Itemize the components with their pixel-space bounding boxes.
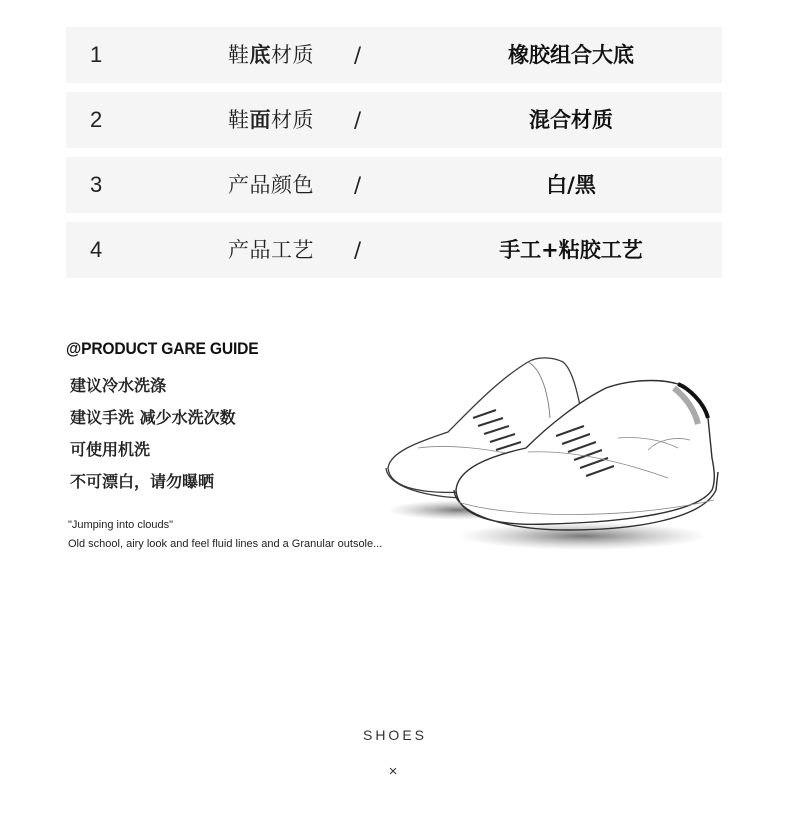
- product-tagline: Old school, airy look and feel fluid lines and a Granular outsole...: [68, 538, 383, 550]
- spec-value: 混合材质: [529, 108, 613, 132]
- separator: /: [354, 173, 362, 197]
- shoe-shadow: [458, 522, 708, 550]
- spec-label: 鞋底材质: [228, 43, 314, 67]
- care-guide-title: @PRODUCT GARE GUIDE: [66, 339, 259, 358]
- spec-value: 手工+粘胶工艺: [499, 238, 643, 262]
- spec-value: 橡胶组合大底: [508, 43, 634, 67]
- spec-table: [66, 27, 722, 287]
- spec-label: 产品工艺: [228, 238, 314, 262]
- row-number: 2: [90, 107, 103, 132]
- separator: /: [354, 43, 362, 67]
- row-number: 1: [90, 42, 103, 67]
- row-number: 4: [90, 237, 103, 262]
- care-instructions: [70, 374, 236, 502]
- care-item: 不可漂白，请勿曝晒: [70, 472, 215, 491]
- care-item: 可使用机洗: [70, 440, 151, 459]
- footer-category-label: SHOES: [362, 727, 427, 743]
- spec-row-color: [66, 157, 722, 213]
- spec-row-upper: [66, 92, 722, 148]
- separator: /: [354, 238, 362, 262]
- spec-label: 鞋面材质: [228, 108, 314, 132]
- product-quote: "Jumping into clouds": [68, 519, 174, 531]
- spec-row-sole: [66, 27, 722, 83]
- spec-label: 产品颜色: [228, 173, 314, 197]
- care-item: 建议手洗 减少水洗次数: [70, 408, 236, 427]
- close-icon[interactable]: ×: [388, 763, 398, 780]
- spec-value: 白/黑: [546, 173, 596, 197]
- sneaker-sketch-image: [378, 340, 723, 555]
- care-item: 建议冷水洗涤: [70, 376, 167, 395]
- separator: /: [354, 108, 362, 132]
- row-number: 3: [90, 172, 103, 197]
- spec-row-craft: [66, 222, 722, 278]
